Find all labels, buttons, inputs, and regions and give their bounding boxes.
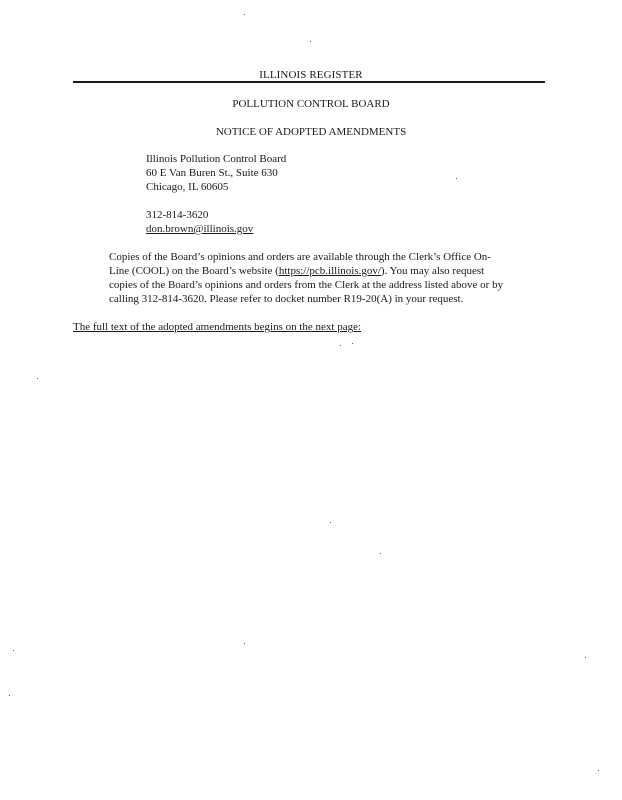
copies-line-2 xyxy=(109,264,549,278)
copies-line-4: calling 312-814-3620. Please refer to docket number R19-20(A) in your request. xyxy=(109,293,464,305)
scan-speck xyxy=(352,343,353,344)
scan-speck xyxy=(9,695,10,696)
scan-speck xyxy=(244,643,245,644)
scan-speck xyxy=(598,770,599,771)
scan-speck xyxy=(340,345,341,346)
scan-speck xyxy=(37,378,38,379)
scan-speck xyxy=(456,178,457,179)
scan-speck xyxy=(585,657,586,658)
contact-org: Illinois Pollution Control Board xyxy=(146,153,287,165)
scan-speck xyxy=(330,522,331,523)
copies-line-1: Copies of the Board’s opinions and orders are available through the Clerk’s Office On- xyxy=(109,251,491,263)
contact-city: Chicago, IL 60605 xyxy=(146,181,229,193)
contact-email-link[interactable]: don.brown@illinois.gov xyxy=(146,223,254,235)
header-rule xyxy=(73,81,545,83)
contact-street: 60 E Van Buren St., Suite 630 xyxy=(146,167,278,179)
scan-speck xyxy=(13,650,14,651)
contact-phone-email xyxy=(146,208,253,236)
contact-address xyxy=(146,152,286,194)
board-title: POLLUTION CONTROL BOARD xyxy=(232,98,390,110)
copies-paragraph xyxy=(109,250,549,306)
full-text-note: The full text of the adopted amendments begins on the next page: xyxy=(73,321,362,333)
scan-speck xyxy=(380,553,381,554)
scan-speck xyxy=(244,14,245,15)
board-website-link[interactable]: https://pcb.illinois.gov/ xyxy=(278,265,381,277)
copies-line-2-before: Line (COOL) on the Board’s website ( xyxy=(109,265,279,277)
register-title: ILLINOIS REGISTER xyxy=(259,69,363,81)
contact-phone: 312-814-3620 xyxy=(146,209,209,221)
notice-title: NOTICE OF ADOPTED AMENDMENTS xyxy=(215,126,407,138)
copies-line-3: copies of the Board’s opinions and orders from the Clerk at the address listed above or by xyxy=(109,279,504,291)
copies-line-2-after: ). You may also request xyxy=(380,265,485,277)
scan-speck xyxy=(310,41,311,42)
